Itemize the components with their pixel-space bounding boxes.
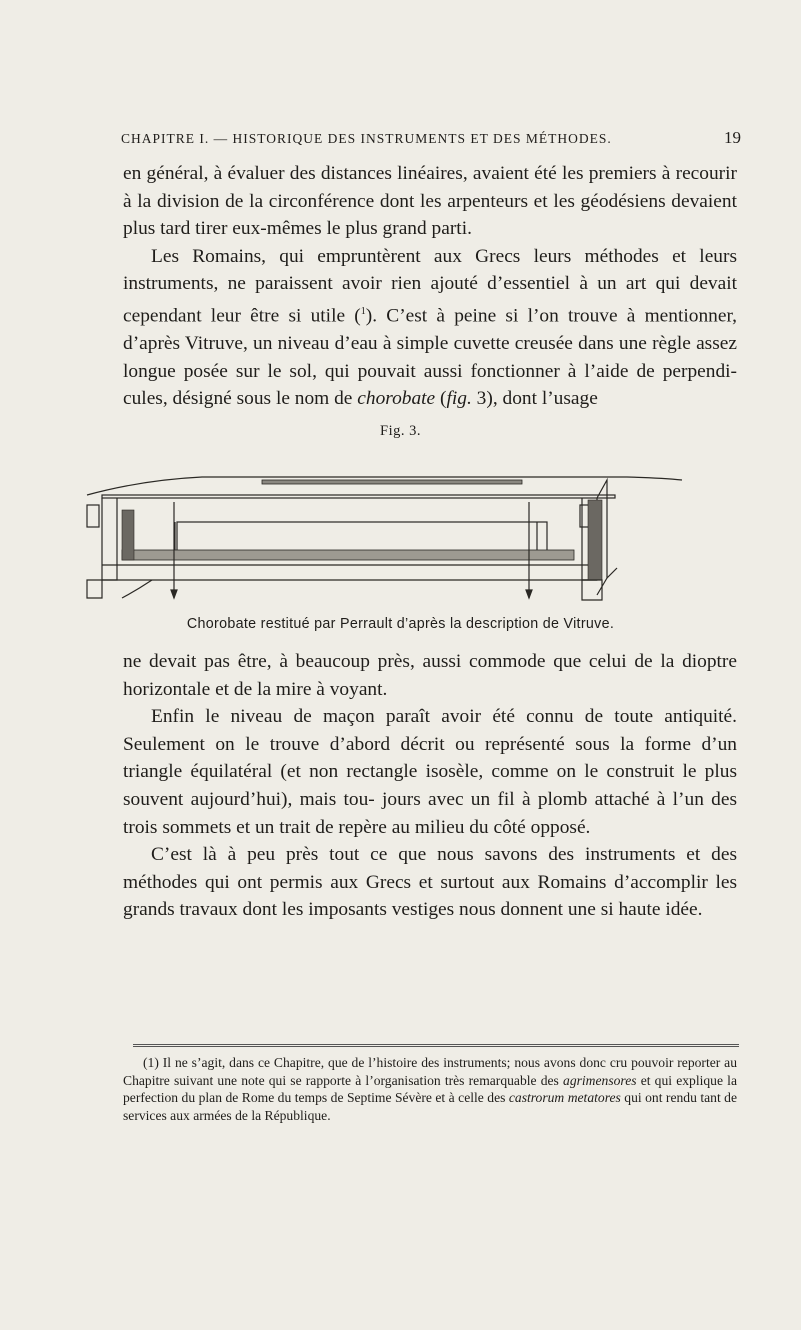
text-block-bottom <box>123 648 737 924</box>
figure-reference: fig. <box>446 388 472 410</box>
upper-rail <box>102 495 615 498</box>
paragraph-conclusion: C’est là à peu près tout ce que nous savons des instruments et des méthodes qui ont permis aux Grecs et surtout aux Romains d’accomplir les grands travaux dont les imposants vestiges nous donnent une si haute idée. <box>123 844 737 921</box>
paragraph-mason-level: Enfin le niveau de maçon paraît avoir été connu de toute antiquité. Seulement on le trouve d’abord décrit ou représenté sous la forme d’un triangle équilatéral (et non rectangle isosèle, comme on le construit le plus souvent aujourd’hui), mais tou- jours avec un fil à plomb attaché à l’un des trois sommets et un trait de repère au milieu du côté opposé. <box>123 706 737 838</box>
right-shaded-post <box>588 500 602 580</box>
chorobate-illustration <box>82 450 712 610</box>
left-foot <box>87 580 102 598</box>
left-brace <box>122 580 152 598</box>
plumb-bob-right <box>526 590 532 598</box>
inner-frame <box>177 522 547 552</box>
paragraph-dioptre: ne devait pas être, à beaucoup près, aussi commode que celui de la dioptre horizontale et de la mire à voyant. <box>123 651 737 700</box>
running-title: CHAPITRE I. — HISTORIQUE DES INSTRUMENTS ET DES MÉTHODES. <box>121 131 612 146</box>
page-number: 19 <box>724 128 741 147</box>
plumb-bob-left <box>171 590 177 598</box>
right-foot <box>582 580 602 600</box>
left-end-block <box>87 505 99 527</box>
footnote-ref: 1 <box>360 305 366 317</box>
water-channel <box>262 480 522 484</box>
left-shaded-post <box>122 510 134 560</box>
footnote-mark: (1) <box>143 1055 159 1070</box>
figure-caption: Chorobate restitué par Perrault d’après la description de Vitruve. <box>186 616 615 632</box>
main-beam <box>122 550 574 560</box>
term-chorobate: chorobate <box>357 388 436 410</box>
figure-title: Fig. 3. <box>380 423 421 439</box>
paragraph-romans: Les Romains, qui empruntèrent aux Grecs leurs méthodes et leurs instruments, ne paraissent avoir rien ajouté d’essentiel à un art qui devait cependant leur être si utile ($^1$). C’est à peine si l’on trouve à mentionner, d’après Vitruve, un niveau d’eau à simple cuvette creusée dans une règle assez longue posée sur le sol, qui pouvait aussi fonctionner à l’aide de perpendi- cules, désigné sous le nom de chorobate (fig. 3), dont l’usage <box>123 245 737 410</box>
footnote: (1) Il ne s’agit, dans ce Chapitre, que de l’histoire des instruments; nous avons donc cru pouvoir reporter au Chapitre suivant une note qui se rapporte à l’organisation très remarquable des agrimensores et qui explique la perfection du plan de Rome du temps de Septime Sévère et à celle des castrorum metatores qui ont rendu tant de services aux armées de la République. <box>123 1055 738 1123</box>
term-castrorum-metatores: castrorum metatores <box>508 1090 621 1106</box>
footnote-rule <box>133 1044 739 1047</box>
text-block-top <box>123 160 737 413</box>
left-leg <box>102 498 117 580</box>
right-brace <box>607 568 617 578</box>
paragraph-continuation: en général, à évaluer des distances linéaires, avaient été les premiers à recourir à la division de la circonférence dont les arpenteurs et les géodésiens devaient plus tard tirer eux-mêmes le plus grand parti. <box>123 163 737 240</box>
term-agrimensores: agrimensores <box>563 1072 637 1088</box>
running-header <box>121 128 741 148</box>
